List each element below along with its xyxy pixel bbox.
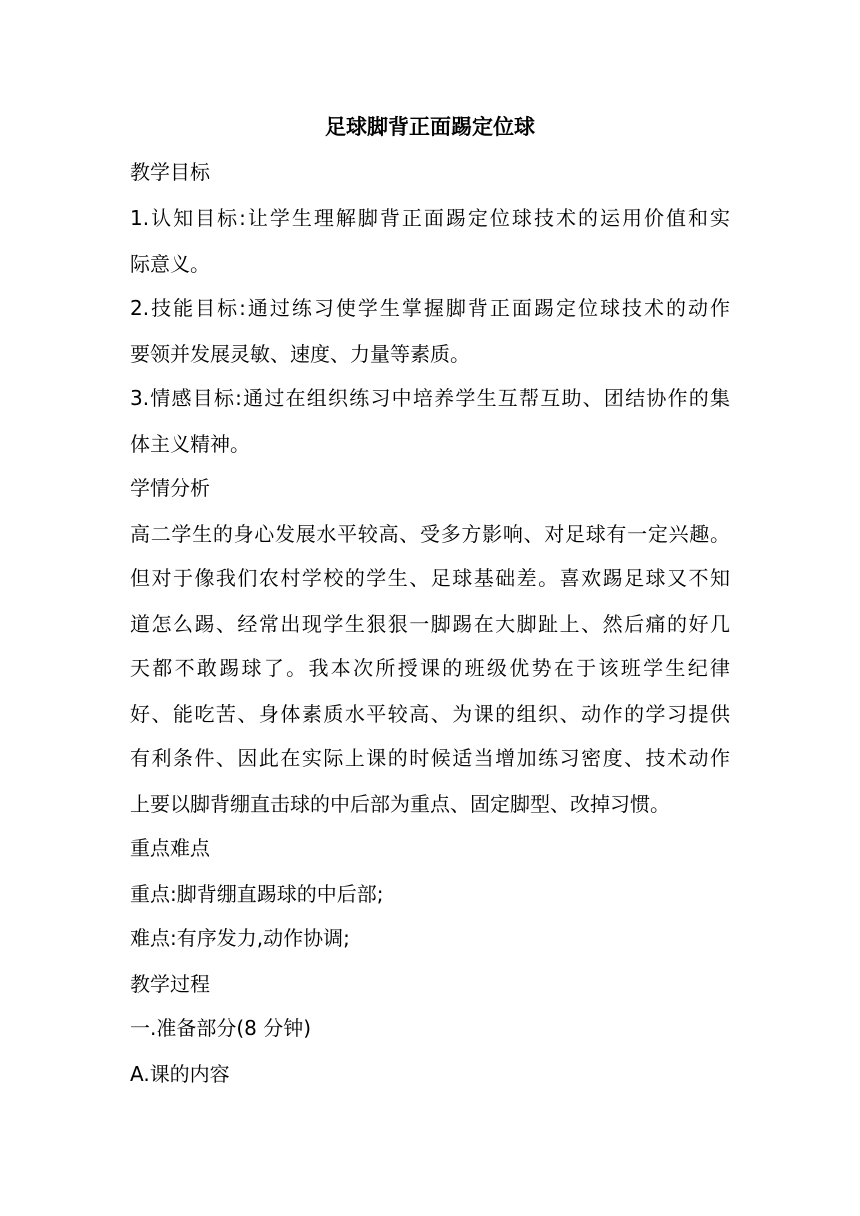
paragraph-line: 体主义精神。 (130, 432, 250, 456)
paragraph-line: A.课的内容 (130, 1062, 230, 1086)
paragraph-line: 高二学生的身心发展水平较高、受多方影响、对足球有一定兴趣。 (130, 522, 730, 546)
heading-key-points: 重点难点 (130, 836, 210, 860)
paragraph-line: 有利条件、因此在实际上课的时候适当增加练习密度、技术动作 (130, 746, 730, 770)
paragraph-line: 道怎么踢、经常出现学生狠狠一脚踢在大脚趾上、然后痛的好几 (130, 612, 730, 636)
heading-learner-analysis: 学情分析 (130, 476, 210, 500)
heading-teaching-goals: 教学目标 (130, 160, 210, 184)
paragraph-line: 要领并发展灵敏、速度、力量等素质。 (130, 342, 470, 366)
paragraph-line: 2.技能目标:通过练习使学生掌握脚背正面踢定位球技术的动作 (130, 296, 730, 320)
heading-teaching-process: 教学过程 (130, 972, 210, 996)
paragraph-line: 1.认知目标:让学生理解脚背正面踢定位球技术的运用价值和实 (130, 206, 730, 230)
paragraph-line: 但对于像我们农村学校的学生、足球基础差。喜欢踢足球又不知 (130, 566, 730, 590)
paragraph-line: 3.情感目标:通过在组织练习中培养学生互帮互助、团结协作的集 (130, 386, 730, 410)
document-title: 足球脚背正面踢定位球 (325, 115, 535, 139)
paragraph-line: 重点:脚背绷直踢球的中后部; (130, 882, 384, 906)
paragraph-line: 上要以脚背绷直击球的中后部为重点、固定脚型、改掉习惯。 (130, 792, 670, 816)
paragraph-line: 天都不敢踢球了。我本次所授课的班级优势在于该班学生纪律 (130, 656, 730, 680)
paragraph-line: 际意义。 (130, 252, 210, 276)
paragraph-line: 好、能吃苦、身体素质水平较高、为课的组织、动作的学习提供 (130, 702, 730, 726)
paragraph-line: 一.准备部分(8 分钟) (130, 1016, 312, 1040)
paragraph-line: 难点:有序发力,动作协调; (130, 926, 350, 950)
